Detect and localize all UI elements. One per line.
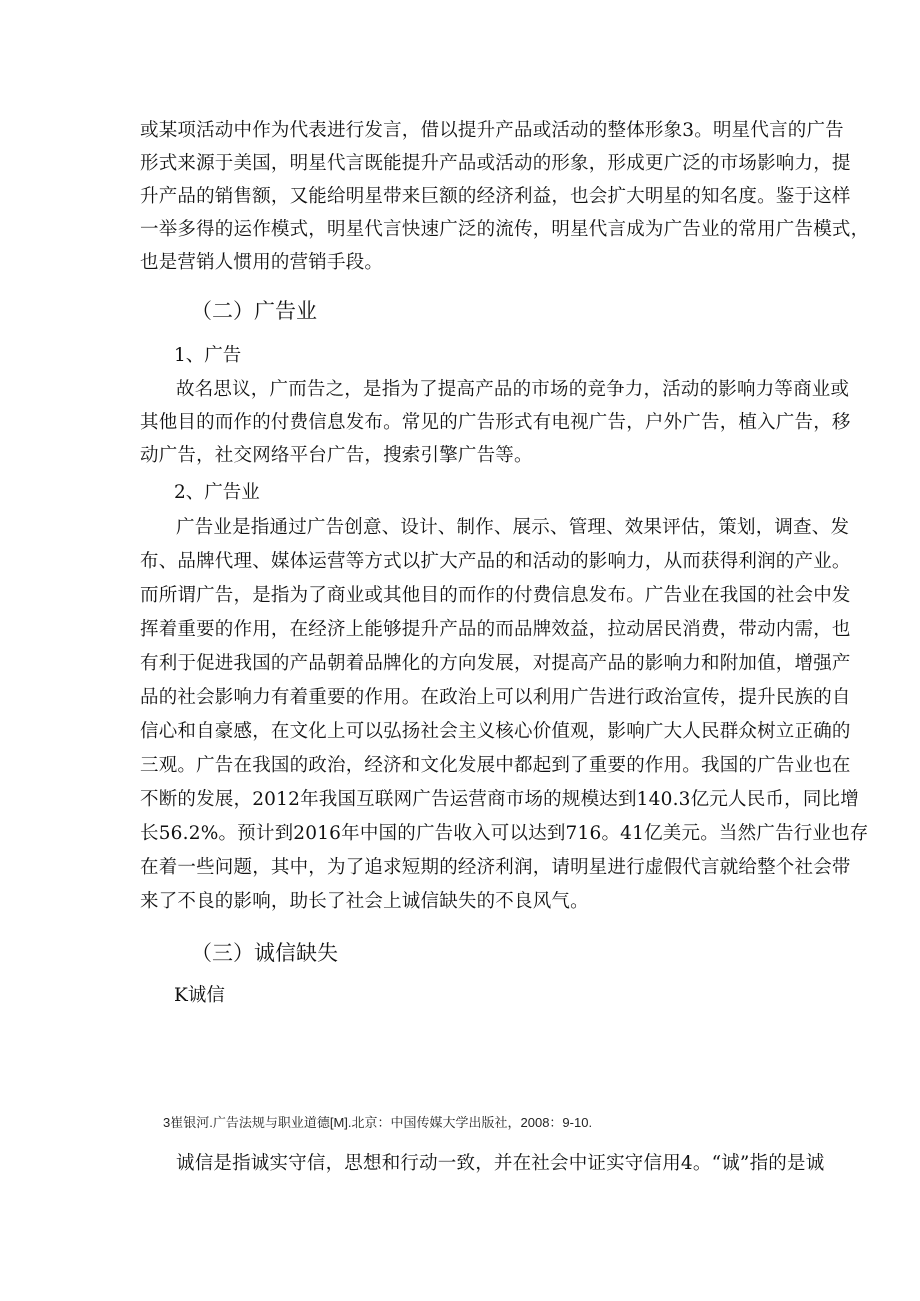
paragraph-line: 不断的发展，2012年我国互联网广告运营商市场的规模达到140.3亿元人民币，同比增 <box>140 789 859 810</box>
subsection-heading: K诚信 <box>174 985 225 1006</box>
paragraph-line: 动广告，社交网络平台广告，搜索引擎广告等。 <box>140 445 533 466</box>
paragraph-line: 挥着重要的作用，在经济上能够提升产品的而品牌效益，拉动居民消费，带动内需，也 <box>140 619 851 640</box>
paragraph-line: 广告业是指通过广告创意、设计、制作、展示、管理、效果评估，策划，调查、发 <box>176 517 850 538</box>
paragraph-line: 一举多得的运作模式，明星代言快速广泛的流传，明星代言成为广告业的常用广告模式， <box>140 219 870 240</box>
paragraph-line: 信心和自豪感，在文化上可以弘扬社会主义核心价值观，影响广大人民群众树立正确的 <box>140 721 851 742</box>
paragraph-line: 也是营销人惯用的营销手段。 <box>140 252 384 273</box>
paragraph-line: 品的社会影响力有着重要的作用。在政治上可以利用广告进行政治宣传，提升民族的自 <box>140 687 851 708</box>
paragraph-line: 故名思议，广而告之，是指为了提高产品的市场的竞争力，活动的影响力等商业或 <box>176 379 850 400</box>
paragraph-line: 来了不良的影响，助长了社会上诚信缺失的不良风气。 <box>140 891 589 912</box>
paragraph-line: 或某项活动中作为代表进行发言，借以提升产品或活动的整体形象3。明星代言的广告 <box>140 120 844 141</box>
footnote: 3崔银河.广告法规与职业道德[M].北京：中国传媒大学出版社，2008：9-10. <box>163 1115 593 1130</box>
paragraph-line: 布、品牌代理、媒体运营等方式以扩大产品的和活动的影响力，从而获得利润的产业。 <box>140 551 851 572</box>
section-heading: （二）广告业 <box>191 299 317 323</box>
paragraph-line: 在着一些问题，其中，为了追求短期的经济利润，请明星进行虚假代言就给整个社会带 <box>140 857 851 878</box>
paragraph-line: 三观。广告在我国的政治，经济和文化发展中都起到了重要的作用。我国的广告业也在 <box>140 755 851 776</box>
paragraph-line: 诚信是指诚实守信，思想和行动一致，并在社会中证实守信用4。“诚”指的是诚 <box>176 1153 825 1174</box>
section-heading: （三）诚信缺失 <box>191 941 338 965</box>
paragraph-line: 长56.2%。预计到2016年中国的广告收入可以达到716。41亿美元。当然广告行业也存 <box>140 823 869 844</box>
paragraph-line: 其他目的而作的付费信息发布。常见的广告形式有电视广告，户外广告，植入广告，移 <box>140 412 851 433</box>
paragraph-line: 形式来源于美国，明星代言既能提升产品或活动的形象，形成更广泛的市场影响力，提 <box>140 153 851 174</box>
paragraph-line: 升产品的销售额，又能给明星带来巨额的经济利益，也会扩大明星的知名度。鉴于这样 <box>140 186 851 207</box>
subsection-heading: 2、广告业 <box>174 482 260 503</box>
paragraph-line: 有利于促进我国的产品朝着品牌化的方向发展，对提高产品的影响力和附加值，增强产 <box>140 653 851 674</box>
paragraph-line: 而所谓广告，是指为了商业或其他目的而作的付费信息发布。广告业在我国的社会中发 <box>140 585 851 606</box>
subsection-heading: 1、广告 <box>174 345 242 366</box>
